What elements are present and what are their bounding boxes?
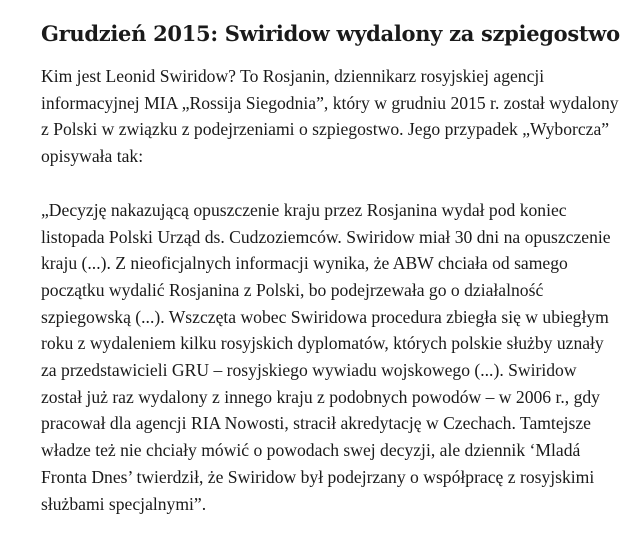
- intro-paragraph: Kim jest Leonid Swiridow? To Rosjanin, dziennikarz rosyjskiej agencji informacyjnej MIA „Rossija Siegodnia”, który w grudniu 2015 r. został wydalony z Polski w związku z podejrzeniami o szpiegostwo. Jego przypadek „Wyborcza” opisywała tak:: [41, 66, 619, 167]
- quote-paragraph: „Decyzję nakazującą opuszczenie kraju przez Rosjanina wydał pod koniec listopada Polski Urząd ds. Cudzoziemców. Swiridow miał 30 dni na opuszczenie kraju (...). Z nieoficjalnych informacji wynika, że ABW chciała od samego początku wydalić Rosjanina z Polski, bo podejrzewała go o działalność szpiegowską (...). Wszczęta wobec Swiridowa procedura zbiegła się w ubiegłym roku z wydaleniem kilku rosyjskich dyplomatów, których polskie służby uznały za przedstawicieli GRU – rosyjskiego wywiadu wojskowego (...). Swiridow został już raz wydalony z innego kraju z podobnych powodów – w 2006 r., gdy pracował dla agencji RIA Nowosti, stracił akredytację w Czechach. Tamtejsze władze też nie chciały mówić o powodach swej decyzji, ale dziennik ‘Mladá Fronta Dnes’ twierdził, że Swiridow był podejrzany o współpracę z rosyjskimi służbami specjalnymi”.: [41, 199, 611, 514]
- section-heading: Grudzień 2015: Swiridow wydalony za szpiegostwo: [41, 21, 620, 46]
- article: [41, 18, 621, 517]
